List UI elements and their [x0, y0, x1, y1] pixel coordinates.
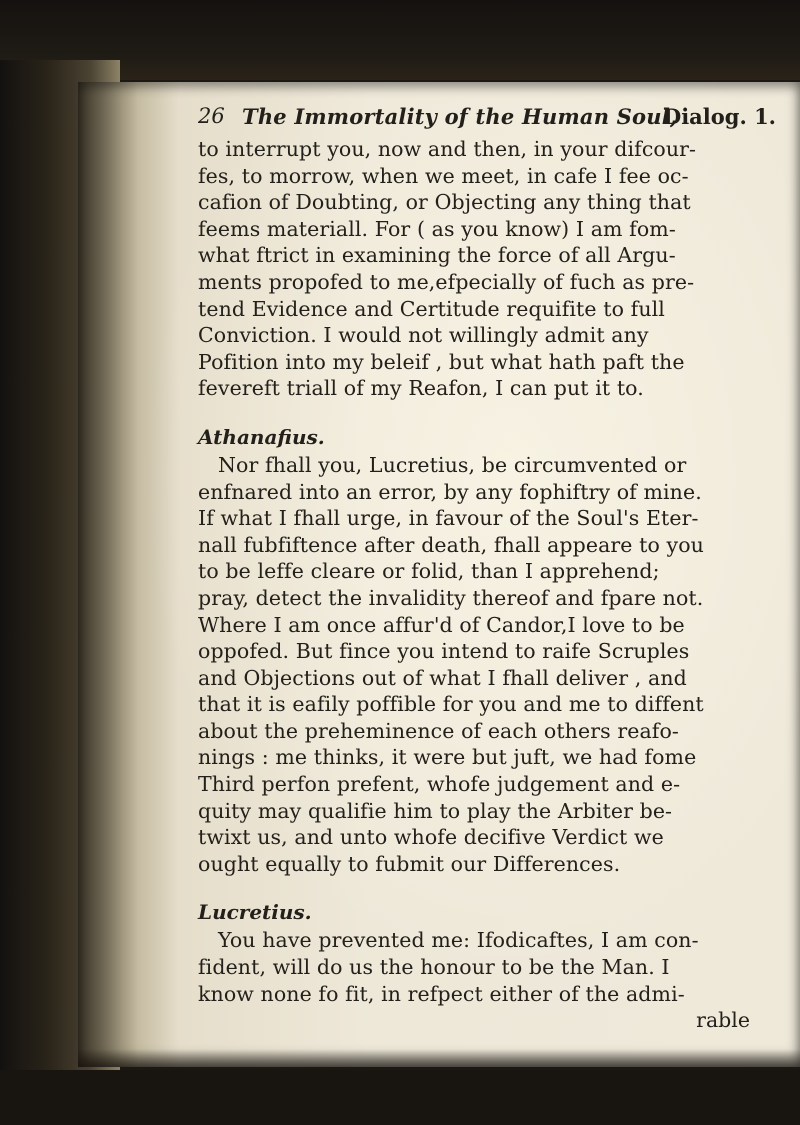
- text-line: to interrupt you, now and then, in your difcour-: [198, 137, 697, 161]
- text-line: about the preheminence of each others reafo-: [198, 718, 679, 743]
- text-line: fident, will do us the honour to be the Man. I: [198, 955, 670, 980]
- text-line: Pofition into my beleif , but what hath paft the: [198, 349, 685, 374]
- dialog-label: Dialog. 1.: [662, 104, 776, 129]
- text-line: Conviction. I would not willingly admit any: [198, 323, 649, 348]
- catchword: rable: [696, 1008, 750, 1033]
- text-line: fes, to morrow, when we meet, in cafe I fee oc-: [198, 163, 689, 188]
- paragraph-1: [198, 136, 758, 402]
- text-line: to be leffe cleare or folid, than I apprehend;: [198, 559, 660, 584]
- text-line: enfnared into an error, by any fophiftry of mine.: [198, 479, 702, 504]
- text-line: Nor fhall you, Lucretius, be circumvented or: [218, 452, 687, 477]
- text-line: If what I fhall urge, in favour of the Soul's Eter-: [198, 506, 699, 531]
- text-line: pray, detect the invalidity thereof and fpare not.: [198, 585, 704, 610]
- paragraph-3: [198, 927, 758, 1007]
- text-line: quity may qualifie him to play the Arbiter be-: [198, 798, 673, 823]
- book-page: [78, 82, 800, 1067]
- text-line: and Objections out of what I fhall deliver , and: [198, 665, 687, 690]
- text-line: what ftrict in examining the force of all Argu-: [198, 243, 676, 268]
- text-line: oppofed. But fince you intend to raife Scruples: [198, 639, 690, 664]
- text-line: Third perfon prefent, whofe judgement and e-: [198, 772, 681, 797]
- running-head: [198, 94, 776, 136]
- text-line: You have prevented me: Ifodicaftes, I am con-: [218, 928, 699, 953]
- scan-background-top: [0, 0, 800, 80]
- running-title: The Immortality of the Human Soul,: [242, 104, 678, 129]
- text-line: twixt us, and unto whofe decifive Verdict we: [198, 825, 664, 850]
- scan-background-bottom: [0, 1070, 800, 1125]
- text-line: that it is eafily poffible for you and me to diffent: [198, 692, 704, 717]
- speaker-heading: Lucretius.: [198, 900, 312, 925]
- page-content: [198, 94, 776, 1033]
- speaker-heading: Athanafius.: [198, 424, 325, 449]
- text-line: nall fubfiftence after death, fhall appeare to you: [198, 532, 704, 557]
- text-line: tend Evidence and Certitude requifite to full: [198, 296, 665, 321]
- page-bottom-edge: [78, 1049, 800, 1067]
- text-line: cafion of Doubting, or Objecting any thing that: [198, 190, 691, 215]
- text-line: feems materiall. For ( as you know) I am fom-: [198, 216, 676, 241]
- paragraph-2: [198, 452, 758, 878]
- text-line: know none fo fit, in refpect either of the admi-: [198, 981, 685, 1006]
- text-line: ought equally to fubmit our Differences.: [198, 851, 621, 876]
- text-line: Where I am once affur'd of Candor,I love to be: [198, 612, 685, 637]
- text-line: nings : me thinks, it were but juft, we had fome: [198, 745, 697, 770]
- text-line: fevereft triall of my Reafon, I can put it to.: [198, 376, 644, 401]
- gutter-shadow: [78, 82, 138, 1067]
- page-number: 26: [198, 104, 225, 128]
- text-line: ments propofed to me,efpecially of fuch as pre-: [198, 269, 695, 294]
